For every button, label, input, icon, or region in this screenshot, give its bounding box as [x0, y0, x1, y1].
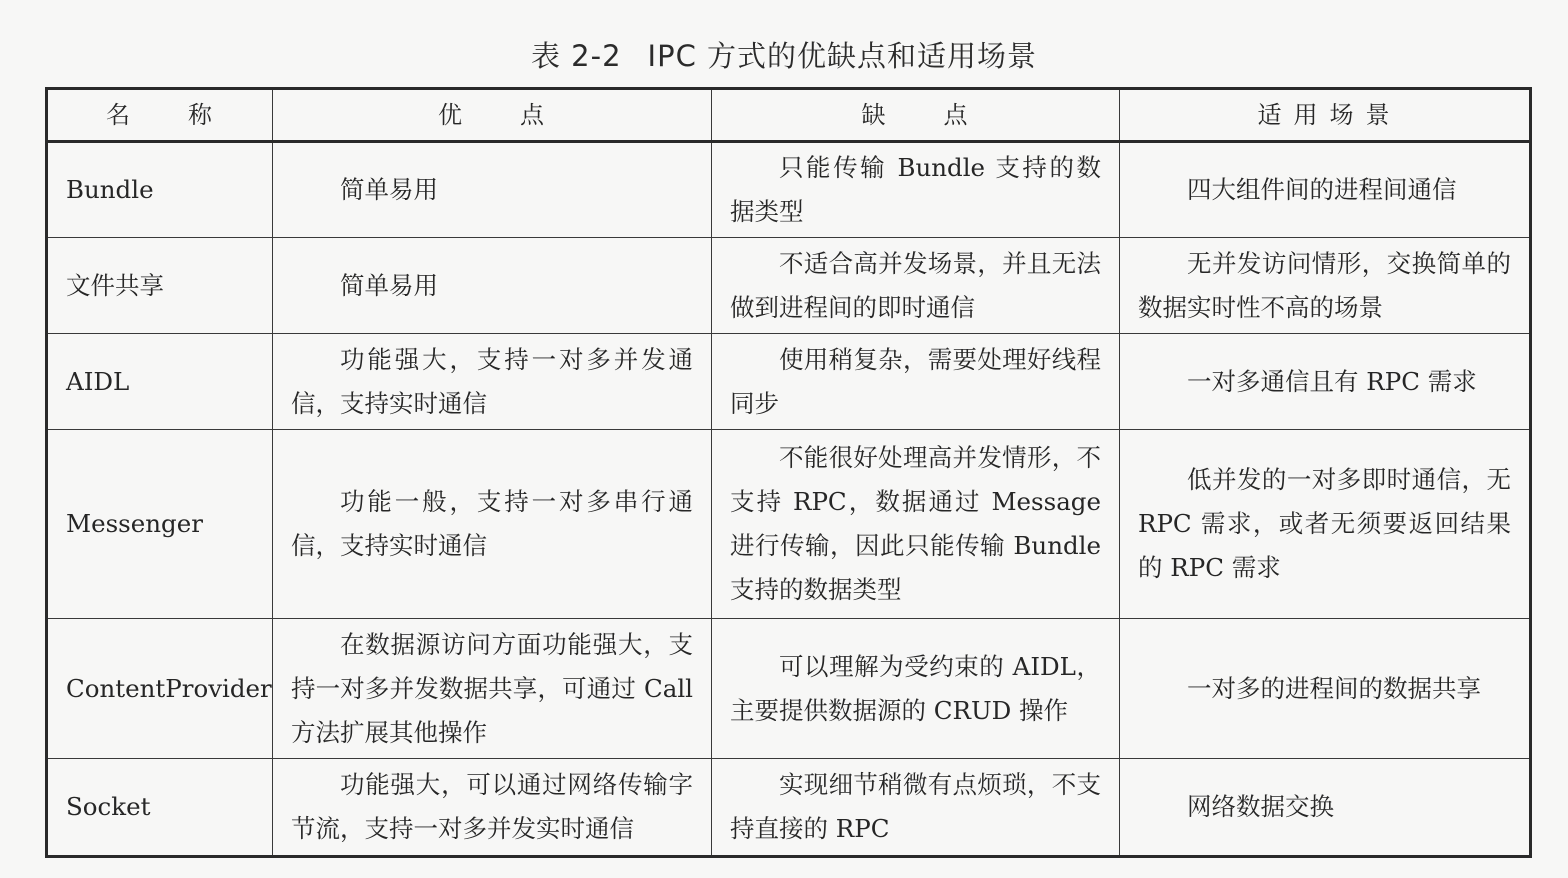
header-pros: 优 点 [273, 89, 712, 142]
row-cons: 使用稍复杂，需要处理好线程同步 [712, 334, 1120, 430]
row-pros: 功能一般，支持一对多串行通信，支持实时通信 [273, 430, 712, 619]
row-usage: 低并发的一对多即时通信，无 RPC 需求，或者无须要返回结果的 RPC 需求 [1120, 430, 1531, 619]
row-name: AIDL [47, 334, 273, 430]
header-cons: 缺 点 [712, 89, 1120, 142]
table-row [47, 619, 1531, 759]
table-header-row [47, 89, 1531, 142]
row-pros: 简单易用 [273, 142, 712, 238]
row-usage: 一对多通信且有 RPC 需求 [1120, 334, 1531, 430]
ipc-comparison-table [45, 87, 1532, 858]
table-row [47, 430, 1531, 619]
table-row [47, 759, 1531, 857]
row-usage: 无并发访问情形，交换简单的数据实时性不高的场景 [1120, 238, 1531, 334]
row-cons: 可以理解为受约束的 AIDL，主要提供数据源的 CRUD 操作 [712, 619, 1120, 759]
table-title: IPC 方式的优缺点和适用场景 [647, 39, 1038, 73]
row-usage: 四大组件间的进程间通信 [1120, 142, 1531, 238]
row-cons: 只能传输 Bundle 支持的数据类型 [712, 142, 1120, 238]
row-name: Socket [47, 759, 273, 857]
row-name: ContentProvider [47, 619, 273, 759]
row-name: Messenger [47, 430, 273, 619]
row-usage: 网络数据交换 [1120, 759, 1531, 857]
row-name: Bundle [47, 142, 273, 238]
row-pros: 功能强大，可以通过网络传输字节流，支持一对多并发实时通信 [273, 759, 712, 857]
table-row [47, 142, 1531, 238]
header-name: 名 称 [47, 89, 273, 142]
row-usage: 一对多的进程间的数据共享 [1120, 619, 1531, 759]
row-pros: 简单易用 [273, 238, 712, 334]
table-caption [0, 34, 1568, 75]
row-cons: 不适合高并发场景，并且无法做到进程间的即时通信 [712, 238, 1120, 334]
row-name: 文件共享 [47, 238, 273, 334]
row-cons: 不能很好处理高并发情形，不支持 RPC，数据通过 Message 进行传输，因此只能传输 Bundle 支持的数据类型 [712, 430, 1120, 619]
header-usage: 适 用 场 景 [1120, 89, 1531, 142]
row-cons: 实现细节稍微有点烦琐，不支持直接的 RPC [712, 759, 1120, 857]
row-pros: 在数据源访问方面功能强大，支持一对多并发数据共享，可通过 Call 方法扩展其他操作 [273, 619, 712, 759]
table-row [47, 334, 1531, 430]
table-number: 表 2-2 [530, 39, 622, 73]
row-pros: 功能强大，支持一对多并发通信，支持实时通信 [273, 334, 712, 430]
table-row [47, 238, 1531, 334]
